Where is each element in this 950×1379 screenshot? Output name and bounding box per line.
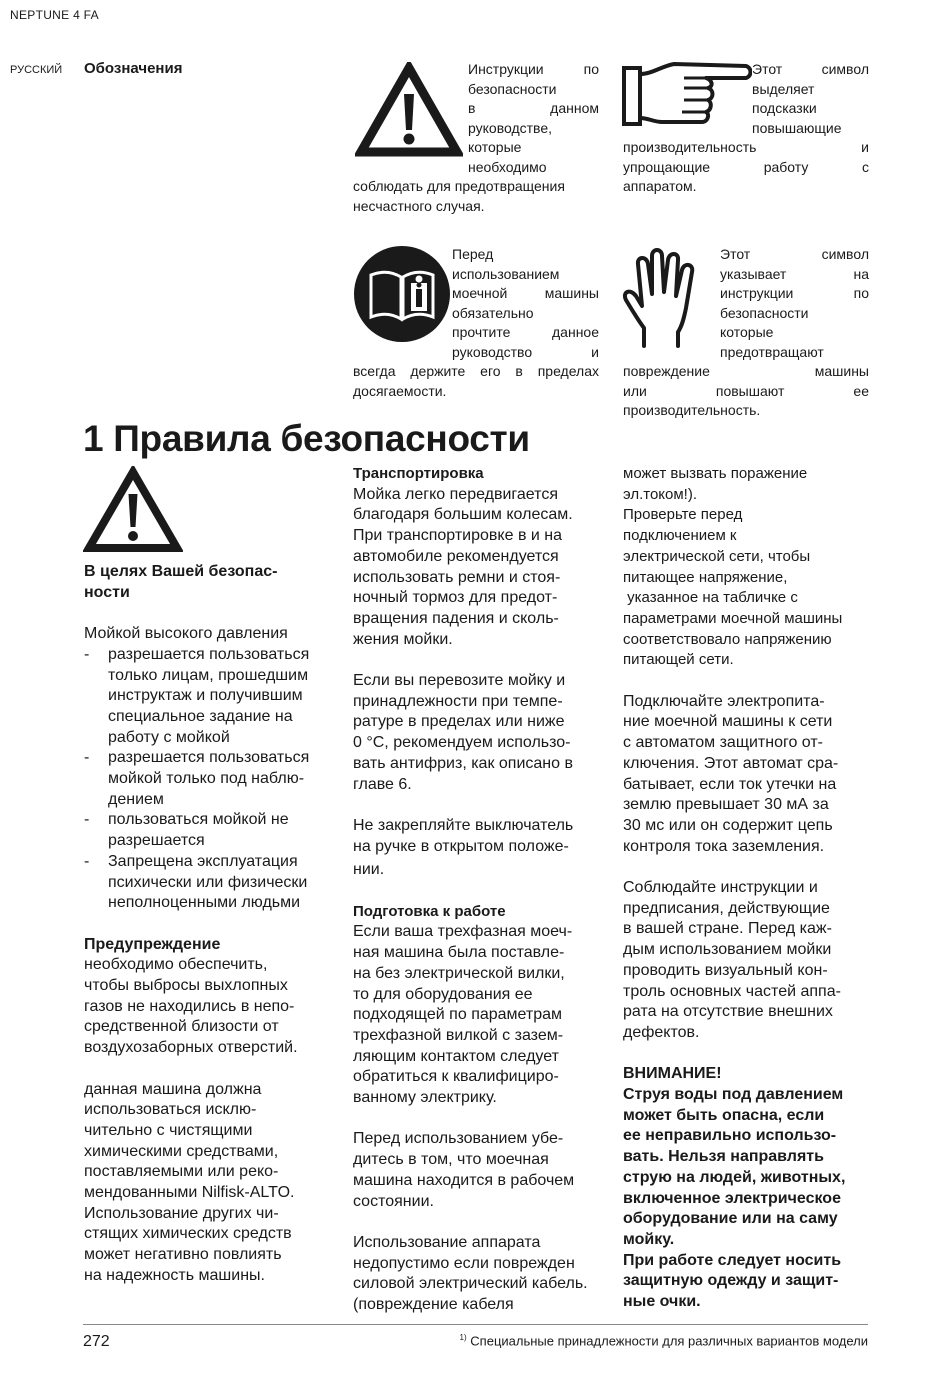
symbol-manual-text: Перед использованием моечной машины обязательно прочтите данное руководство и bbox=[452, 246, 599, 360]
symbols-title: Обозначения bbox=[84, 60, 183, 77]
page-number: 272 bbox=[83, 1333, 110, 1350]
warning-text: необходимо обеспечить, чтобы выбросы выхлопных газов не находились в непо- средственной близости от воздухозаборных отверстий. bbox=[84, 956, 298, 1057]
list-item: - пользоваться мойкой не разрешается bbox=[84, 810, 334, 851]
column-3 bbox=[623, 464, 873, 1313]
footer-divider bbox=[83, 1324, 868, 1325]
rcd-text: Подключайте электропита- ние моечной машины к сети с автоматом защитного от- ключения. Этот автомат сра- батывает, если ток утечки на землю превышает 30 мА за 30 мс или он содержит цепь контроля тока заземления. bbox=[623, 692, 839, 855]
regulations-text: Соблюдайте инструкции и предписания, действующие в вашей стране. Перед каж- дым использованием мойки проводить визуальный кон- троль основных частей аппа- рата на отсутствие внешних дефектов. bbox=[623, 879, 841, 1041]
switch-text: Не закрепляйте выключатель на ручке в открытом положе- нии. bbox=[353, 816, 574, 879]
stop-hand-icon bbox=[622, 246, 702, 350]
column-2 bbox=[353, 464, 613, 1316]
check-text: Перед использованием убе- дитесь в том, что моечная машина находится в рабочем состоянии. bbox=[353, 1130, 575, 1210]
read-manual-icon bbox=[353, 245, 451, 343]
attention-heading: ВНИМАНИЕ! bbox=[623, 1065, 722, 1083]
safety-warning-icon bbox=[83, 466, 183, 554]
cable-text: Использование аппарата недопустимо если поврежден силовой электрический кабель. (повреждение кабеля bbox=[353, 1233, 588, 1314]
prep-heading: Подготовка к работе bbox=[353, 902, 506, 920]
frost-text: Если вы перевозите мойку и принадлежности при темпе- ратуре в пределах или ниже 0 °С, рекомендуем использо- вать антифриз, как описано в главе 6. bbox=[353, 672, 573, 793]
transport-text: Мойка легко передвигается благодаря большим колесам. При транспортировке в и на автомобиле рекомендуется использовать ремни и стоя- ночный тормоз для предот- вращения падения и сколь- жения мойки. bbox=[353, 485, 573, 648]
warning-heading: Предупреждение bbox=[84, 935, 221, 953]
list-item: - разрешается пользоваться мойкой только под наблю- дением bbox=[84, 748, 334, 810]
footnote: $^{1)}$ Специальные принадлежности для различных вариантов модели bbox=[459, 1333, 868, 1349]
symbol-warning-text: Инструкции по безопасности в данном руководстве, которые необходимо bbox=[468, 61, 599, 175]
language-label: РУССКИЙ bbox=[10, 64, 63, 76]
safety-subhead: В целях Вашей безопас- ности bbox=[84, 563, 278, 601]
symbol-pointing-text: Этот символ выделяет подсказки повышающие bbox=[752, 61, 869, 136]
pointing-hand-icon bbox=[622, 60, 752, 130]
symbol-hand-text: Этот символ указывает на инструкции по безопасности которые предотвращают bbox=[720, 246, 869, 360]
symbol-pointing-tail: производительность и упрощающие работу с аппаратом. bbox=[623, 139, 869, 194]
intro-text: Мойкой высокого давления bbox=[84, 625, 288, 643]
prep-text: Если ваша трехфазная моеч- ная машина была поставле- на без электрической вилки, то для оборудования ее подходящей по параметрам трехфазной вилкой с зазем- ляющим контактом следует обратиться к квалифициро- ванному электрику. bbox=[353, 923, 573, 1107]
column-1 bbox=[84, 562, 334, 1287]
symbol-manual-tail: всегда держите его в пределах досягаемости. bbox=[353, 363, 599, 399]
warning-triangle-icon bbox=[355, 62, 463, 158]
symbol-hand-tail: повреждение машины или повышают ее производительность. bbox=[623, 363, 869, 418]
list-item: - Запрещена эксплуатация психически или физически неполноценными людьми bbox=[84, 852, 334, 914]
product-name: NEPTUNE 4 FA bbox=[10, 8, 99, 22]
list-item: - разрешается пользоваться только лицам, прошедшим инструктаж и получившим специальное задание на работу с мойкой bbox=[84, 645, 334, 749]
symbol-warning-tail: соблюдать для предотвращения несчастного случая. bbox=[353, 178, 565, 214]
cable-cont-text: может вызвать поражение эл.током!). Проверьте перед подключением к электрической сети, чтобы питающее напряжение, указанное на табличке с параметрами моечной машины соответствовало напряжению питающей сети. bbox=[623, 465, 843, 669]
transport-heading: Транспортировка bbox=[353, 465, 484, 482]
attention-text: Струя воды под давлением может быть опасна, если ее неправильно использо- вать. Нельзя направлять струю на людей, животных, включенное электрическое оборудование или на саму мойку. При работе следует носить защитную одежду и защит- ные очки. bbox=[623, 1086, 846, 1311]
chemicals-text: данная машина должна использоваться исклю- чительно с чистящими химическими средствами, поставляемыми или реко- мендованными Nilfisk-ALTO. Использование других чи- стящих химических средств может негативно повлиять на надежность машины. bbox=[84, 1080, 295, 1284]
rules-list bbox=[84, 645, 334, 914]
chapter-title: 1 Правила безопасности bbox=[83, 418, 530, 459]
